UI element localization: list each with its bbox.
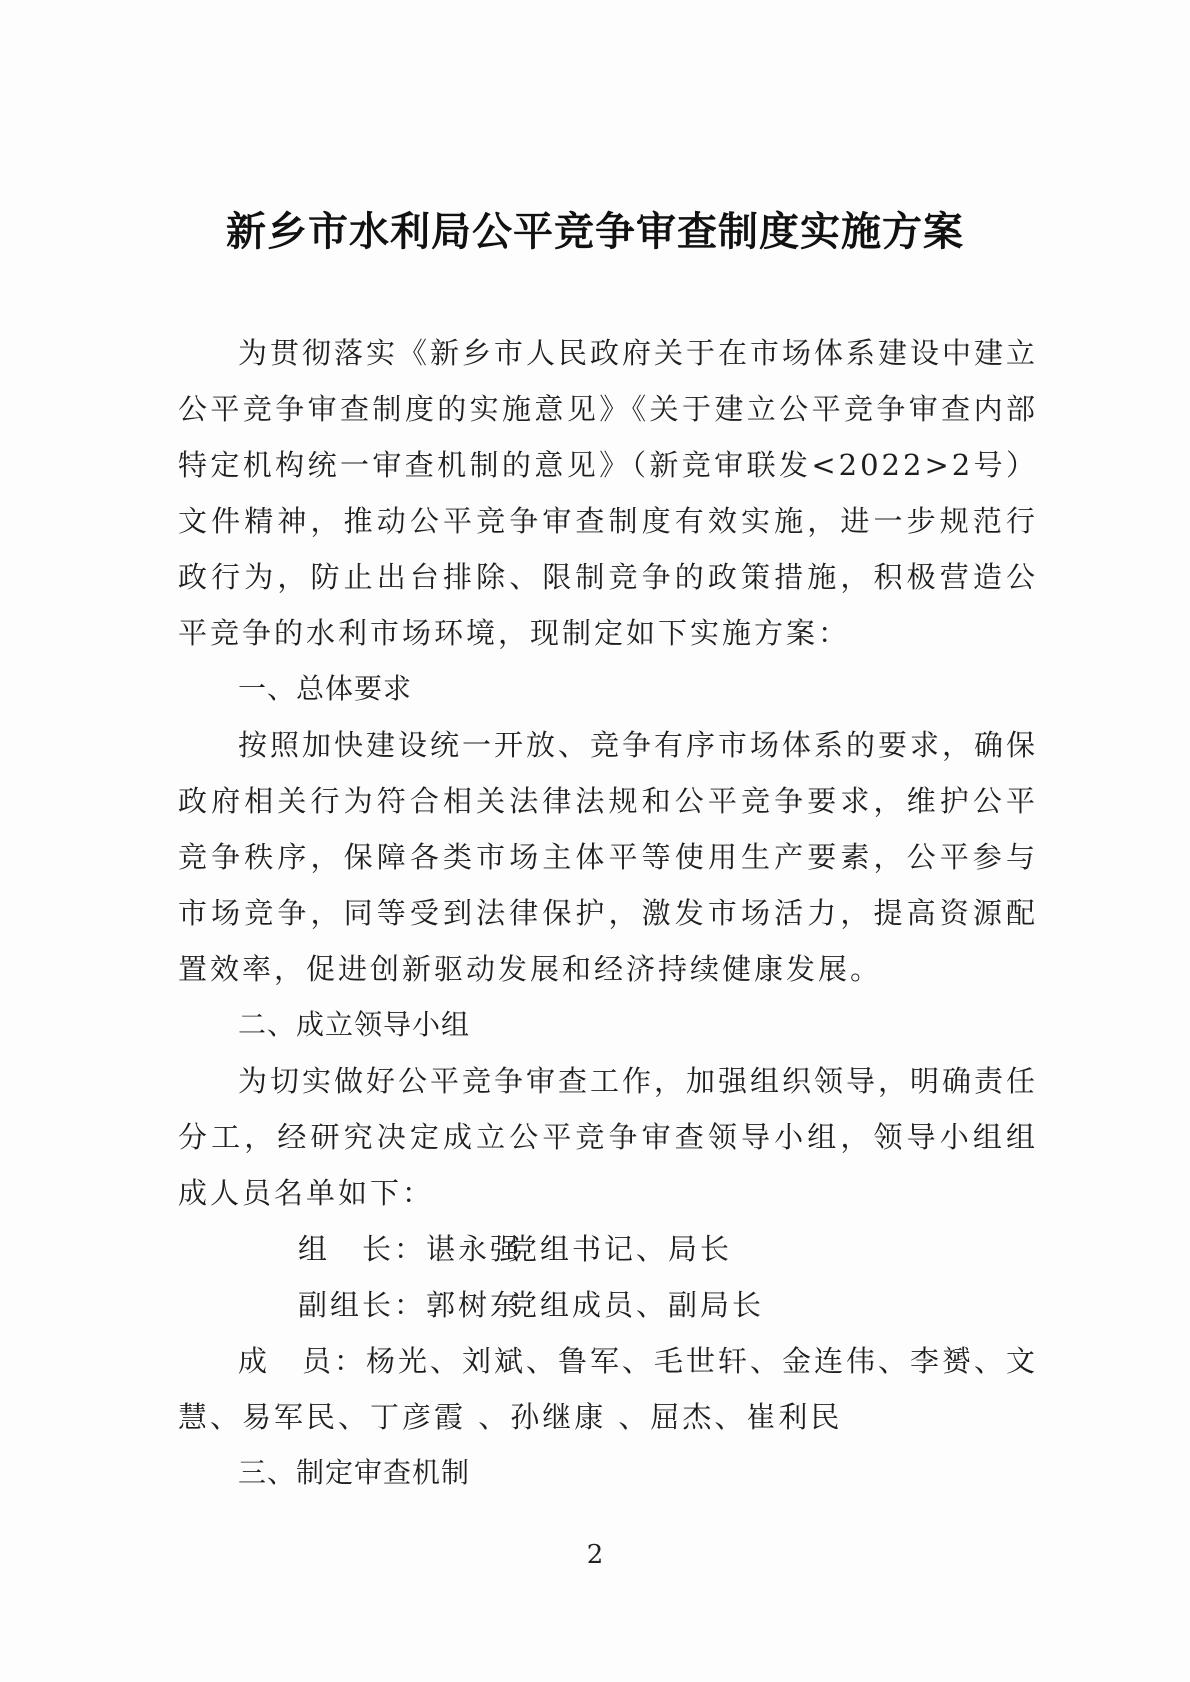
section-heading-leading-group: 二、成立领导小组 [238, 1008, 471, 1041]
document-title: 新乡市水利局公平竞争审查制度实施方案 [226, 208, 964, 255]
group-leader-name: 组 长：谌永强 [298, 1232, 523, 1266]
group-leader-line [178, 1221, 1038, 1277]
intro-paragraph: 为贯彻落实《新乡市人民政府关于在市场体系建设中建立公平竞争审查制度的实施意见》《关于建立公平竞争审查内部特定机构统一审查机制的意见》（新竞审联发<2022>2号）文件精神，推动公平竞争审查制度有效实施，进一步规范行政行为，防止出台排除、限制竞争的政策措施，积极营造公平竞争的水利市场环境，现制定如下实施方案： [178, 336, 1039, 650]
group-leader-title: 党组书记、局长 [508, 1232, 733, 1266]
deputy-leader-line [178, 1277, 1038, 1333]
section-heading-general-requirements: 一、总体要求 [238, 672, 413, 705]
leading-group-paragraph: 为切实做好公平竞争审查工作，加强组织领导，明确责任分工，经研究决定成立公平竞争审查领导小组，领导小组组成人员名单如下： [178, 1064, 1039, 1210]
group-members-line: 成 员：杨光、刘斌、鲁军、毛世轩、金连伟、李赟、文慧、易军民、丁彦霞 、孙继康 、屈杰、崔利民 [178, 1344, 1039, 1434]
deputy-leader-name: 副组长：郭树东 [298, 1288, 523, 1322]
section-heading-review-mechanism: 三、制定审查机制 [238, 1456, 471, 1489]
page-number: 2 [586, 1540, 604, 1570]
document-body [178, 325, 1038, 1501]
deputy-leader-title: 党组成员、副局长 [508, 1288, 765, 1322]
general-requirements-paragraph: 按照加快建设统一开放、竞争有序市场体系的要求，确保政府相关行为符合相关法律法规和公平竞争要求，维护公平竞争秩序，保障各类市场主体平等使用生产要素，公平参与市场竞争，同等受到法律保护，激发市场活力，提高资源配置效率，促进创新驱动发展和经济持续健康发展。 [178, 728, 1039, 986]
